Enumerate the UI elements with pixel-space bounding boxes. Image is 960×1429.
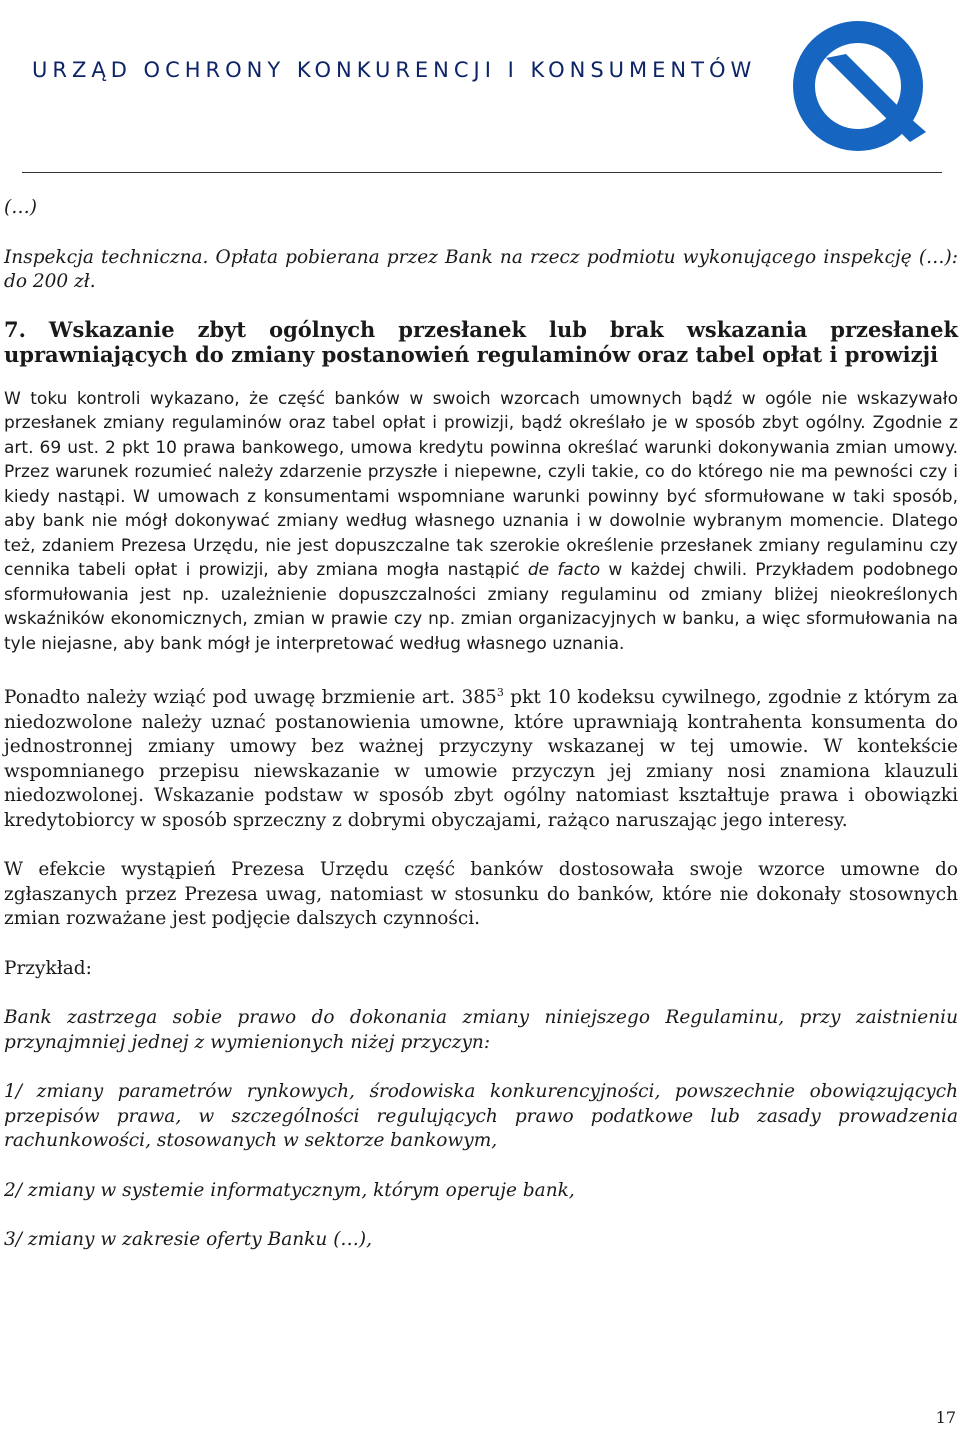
paragraph-2 xyxy=(4,681,958,833)
paragraph-2-text: Ponadto należy wziąć pod uwagę brzmienie art. 385 xyxy=(4,687,497,709)
inspection-fee-line: Inspekcja techniczna. Opłata pobierana przez Bank na rzecz podmiotu wykonującego inspekcję (…): do 200 zł. xyxy=(4,246,958,292)
ellipsis-marker: (…) xyxy=(4,197,37,218)
uokik-logo xyxy=(786,14,936,164)
example-intro: Bank zastrzega sobie prawo do dokonania zmiany niniejszego Regulaminu, przy zaistnieniu przynajmniej jednej z wymienionych niżej przyczyn: xyxy=(4,1007,958,1053)
paragraph-1-end: w każdej chwili. Przykładem podobnego sformułowania jest np. uzależnienie dopuszczalności zmiany regulaminu od zmiany bliżej nieokreślonych wskaźników ekonomicznych, zmian w prawie czy np. zmian organizacyjnych w banku, a więc sformułowania na tyle niejasne, aby bank mógł je interpretować według własnego uznania. xyxy=(4,560,958,654)
header-divider xyxy=(22,172,942,173)
example-item-3: 3/ zmiany w zakresie oferty Banku (…), xyxy=(4,1229,373,1251)
office-name-header: URZĄD OCHRONY KONKURENCJI I KONSUMENTÓW xyxy=(32,58,757,82)
paragraph-3: W efekcie wystąpień Prezesa Urzędu część banków dostosowała swoje wzorce umowne do zgłaszanych przez Prezesa uwag, natomiast w stosunku do banków, które nie dokonały stosownych zmian rozważane jest podjęcie dalszych czynności. xyxy=(4,859,958,930)
document-body xyxy=(4,196,958,1253)
paragraph-2-end: pkt 10 kodeksu cywilnego, zgodnie z którym za niedozwolone należy uznać postanowienia umowne, które uprawniają kontrahenta konsumenta do jednostronnej zmiany umowy bez ważnej przyczyny wskazanej w tej umowie. W kontekście wspomnianego przepisu niewskazanie w umowie przyczyn jej zmiany nosi znamiona klauzuli niedozwolonej. Wskazanie podstaw w sposób zbyt ogólny natomiast kształtuje prawa i obowiązki kredytobiorcy w sposób sprzeczny z dobrymi obyczajami, rażąco naruszając jego interesy. xyxy=(4,687,958,831)
example-item-1: 1/ zmiany parametrów rynkowych, środowiska konkurencyjności, powszechnie obowiązujących przepisów prawa, w szczególności regulujących prawo podatkowe lub zasady prowadzenia rachunkowości, stosowanych w sektorze bankowym, xyxy=(4,1081,958,1152)
paragraph-1 xyxy=(4,387,958,657)
example-item-2: 2/ zmiany w systemie informatycznym, którym operuje bank, xyxy=(4,1179,575,1201)
example-label: Przykład: xyxy=(4,957,92,979)
page-number: 17 xyxy=(935,1408,956,1427)
section-heading: 7. Wskazanie zbyt ogólnych przesłanek lub brak wskazania przesłanek uprawniających do zmiany postanowień regulaminów oraz tabel opłat i prowizji xyxy=(4,316,958,367)
paragraph-1-italic: de facto xyxy=(527,560,601,580)
paragraph-1-text: W toku kontroli wykazano, że część banków w swoich wzorcach umownych bądź w ogóle nie wskazywało przesłanek zmiany regulaminów oraz tabel opłat i prowizji, bądź określało je w sposób zbyt ogólny. Zgodnie z art. 69 ust. 2 pkt 10 prawa bankowego, umowa kredytu powinna określać warunki dokonywania zmian umowy. Przez warunek rozumieć należy zdarzenie przyszłe i niepewne, czyli takie, co do którego nie ma pewności czy i kiedy nastąpi. W umowach z konsumentami wspomniane warunki powinny być sformułowane w taki sposób, aby bank nie mógł dokonywać zmiany według własnego uznania i w dowolnie wybranym momencie. Dlatego też, zdaniem Prezesa Urzędu, nie jest dopuszczalne tak szerokie określenie przesłanek zmiany regulaminu czy cennika tabeli opłat i prowizji, aby zmiana mogła nastąpić xyxy=(4,388,958,580)
article-superscript: 3 xyxy=(496,686,504,699)
